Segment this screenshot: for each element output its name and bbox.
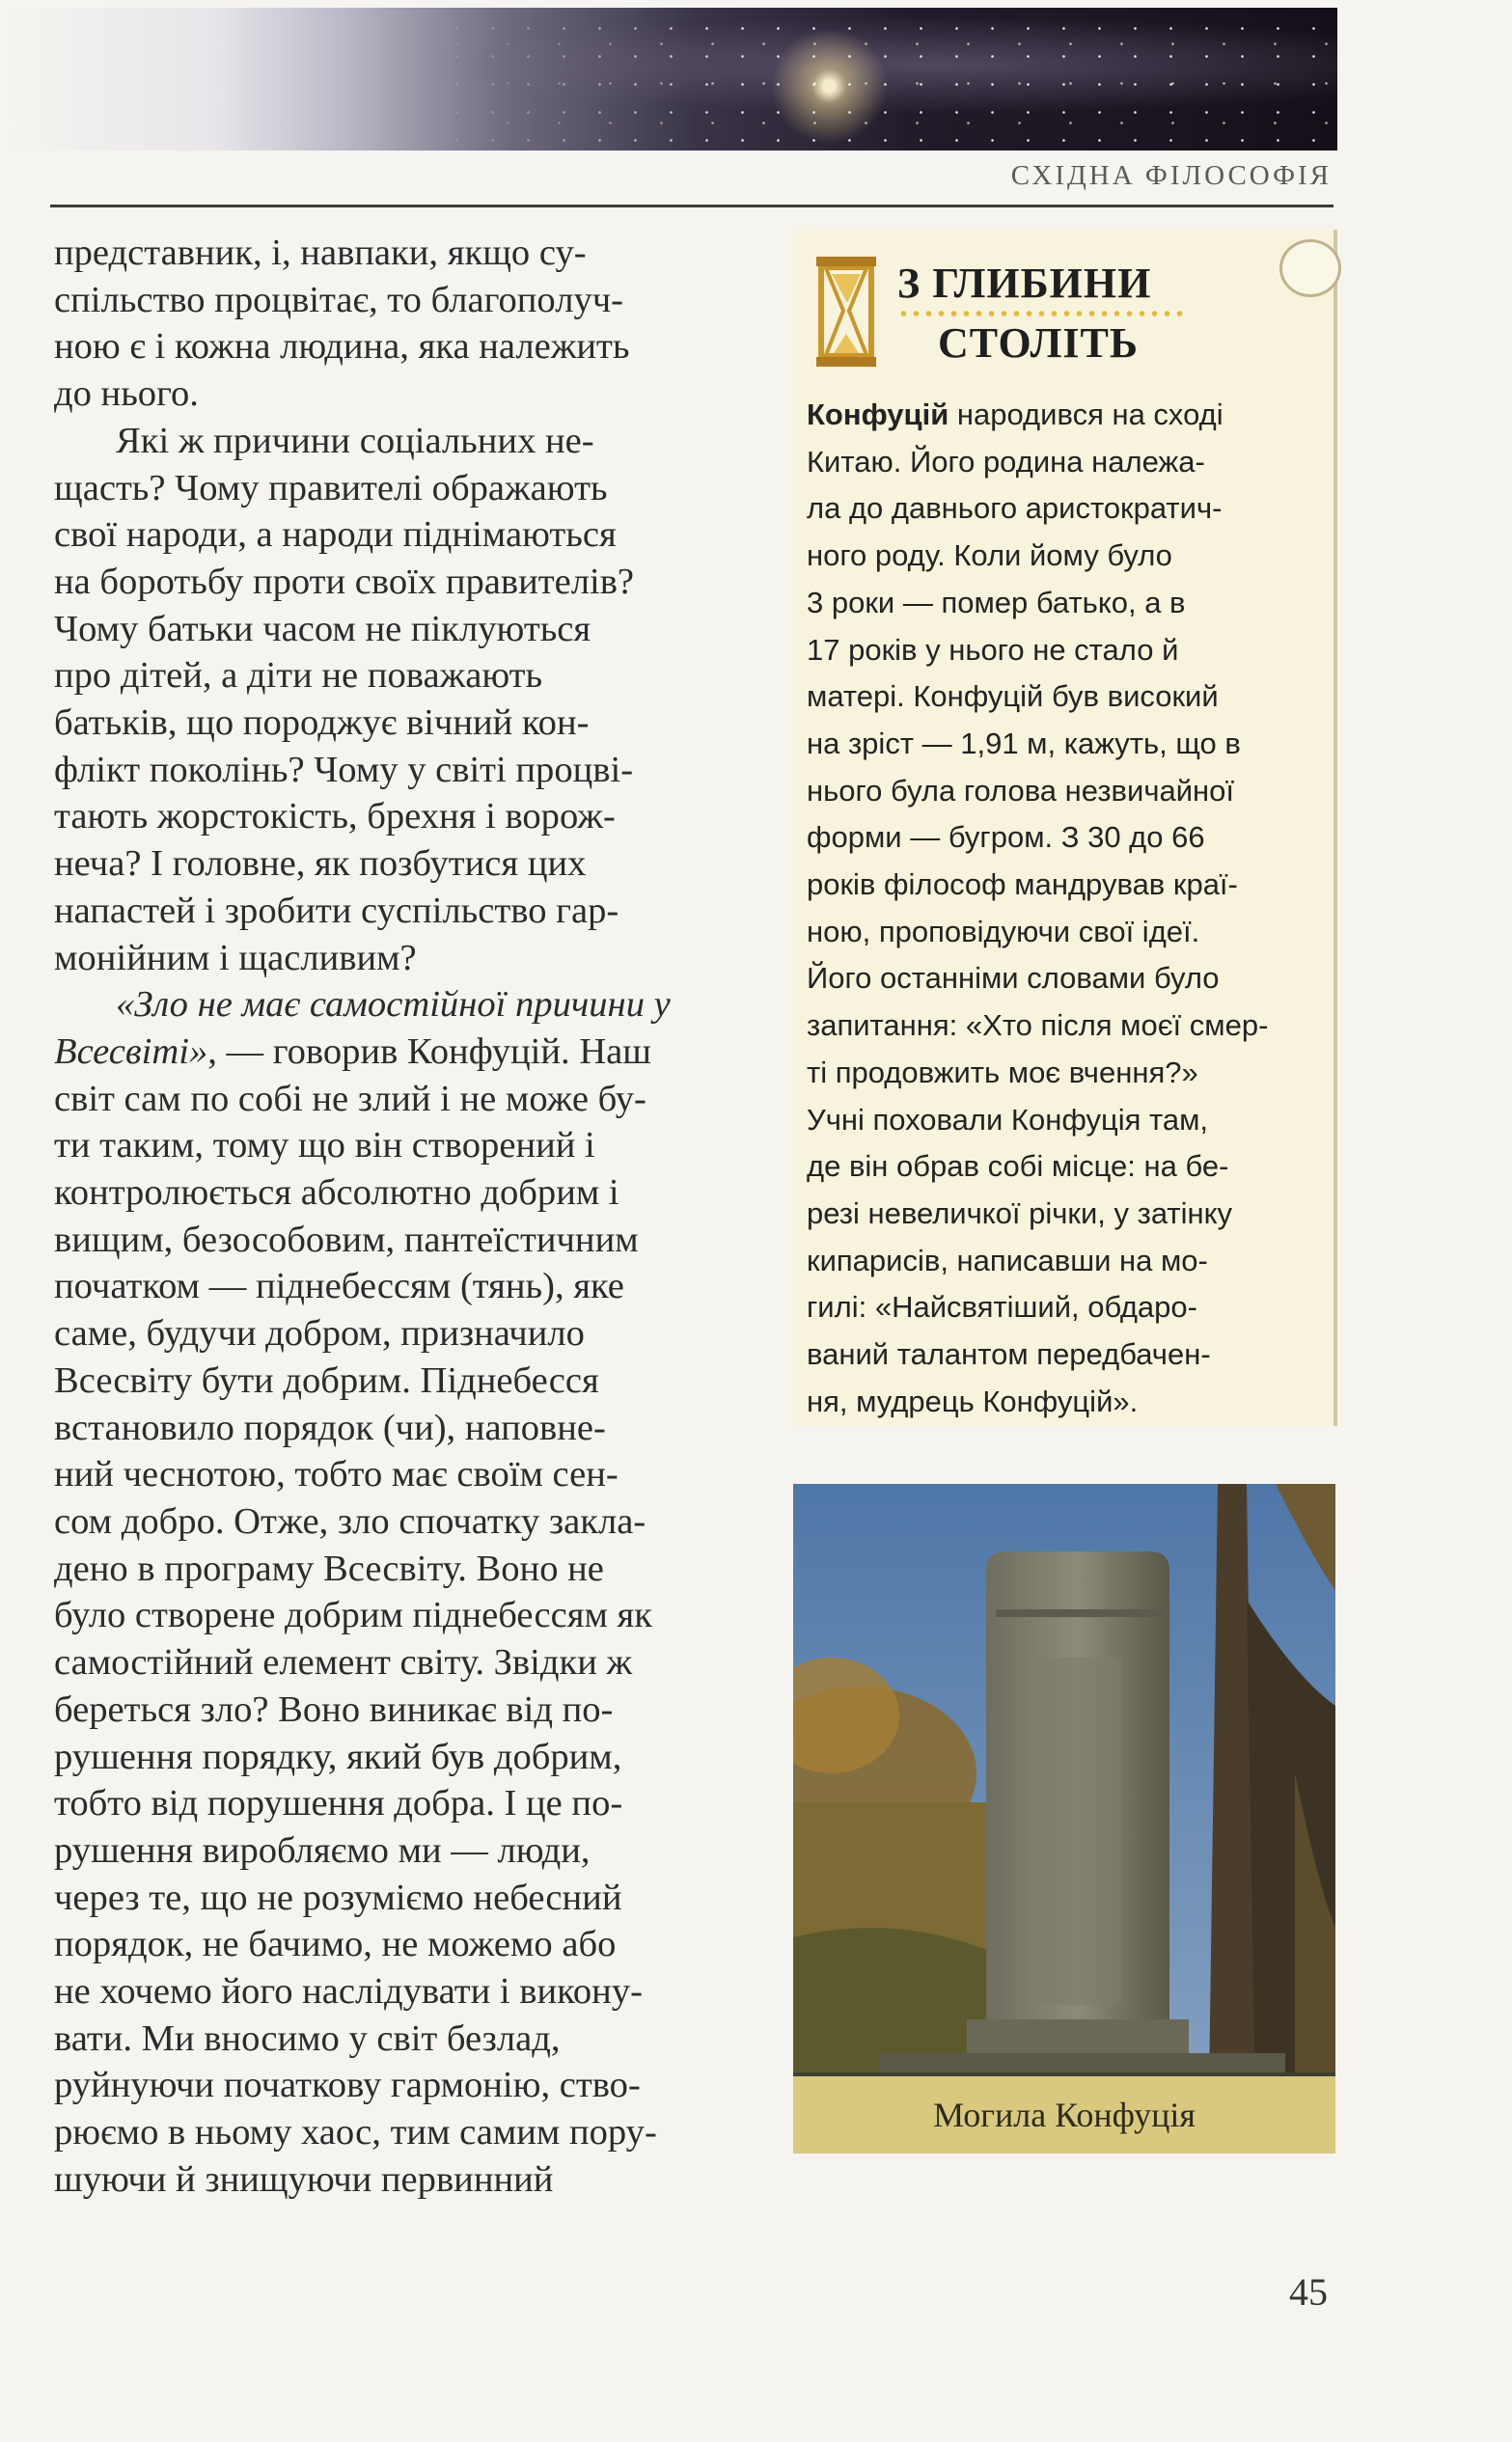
line-19: світ сам по собі не злий і не може бу-: [54, 1078, 646, 1119]
line-20: ти таким, тому що він створений і: [54, 1125, 595, 1166]
text-line: [54, 1546, 763, 1593]
line-32: береться зло? Воно виникає від по-: [54, 1688, 614, 1730]
sidebar-line: років філософ мандрував краї-: [807, 867, 1238, 902]
line-37: порядок, не бачимо, не можемо або: [54, 1924, 617, 1965]
line-21: контролюється абсолютно добрим і: [54, 1172, 619, 1214]
photo-caption: Могила Конфуція: [793, 2076, 1335, 2154]
text-line: [54, 2109, 763, 2156]
line-2: спільство процвітає, то благополуч-: [54, 279, 623, 320]
line-4: до нього.: [54, 373, 199, 415]
text-line: [54, 1968, 763, 2016]
sidebar-line-1: народився на сході: [948, 398, 1223, 431]
line-41: рюємо в ньому хаос, тим самим пору-: [54, 2112, 657, 2154]
sidebar-line: резі невеличкої річки, у затінку: [807, 1195, 1233, 1230]
sidebar-line: нього була голова незвичайної: [807, 773, 1235, 808]
main-text-column: [54, 230, 763, 2204]
line-40: руйнуючи початкову гармонію, ство-: [54, 2065, 641, 2106]
text-line: [54, 418, 763, 465]
hourglass-icon: [812, 255, 880, 369]
sidebar-text: [807, 392, 1316, 1425]
line-33: рушення порядку, який був добрим,: [54, 1736, 622, 1777]
sidebar-line: ня, мудрець Конфуцій».: [807, 1384, 1139, 1418]
text-line: [54, 465, 763, 512]
line-8: на боротьбу проти своїх правителів?: [54, 561, 635, 602]
line-42: шуючи й знищуючи первинний: [54, 2158, 554, 2200]
line-35: рушення виробляємо ми — люди,: [54, 1829, 591, 1871]
line-36: через те, що не розуміємо небесний: [54, 1877, 622, 1918]
line-16: монійним і щасливим?: [54, 937, 417, 978]
text-line: [54, 747, 763, 794]
text-line: [54, 1921, 763, 1968]
line-5: Які ж причини соціальних не-: [116, 420, 594, 461]
text-line: [54, 888, 763, 935]
text-line: [54, 981, 763, 1029]
text-line: [54, 1827, 763, 1875]
line-14: неча? І головне, як позбутися цих: [54, 843, 587, 885]
text-line: [54, 1263, 763, 1310]
line-10: про дітей, а діти не поважають: [54, 655, 543, 697]
text-line: [54, 1122, 763, 1169]
sidebar-line: [807, 392, 1316, 439]
text-line: [54, 2062, 763, 2109]
text-line: [54, 1217, 763, 1264]
line-30: було створене добрим піднебессям як: [54, 1595, 653, 1636]
line-6: щасть? Чому правителі ображають: [54, 467, 608, 508]
text-line: [54, 1076, 763, 1123]
line-24: саме, будучи добром, призначило: [54, 1313, 585, 1355]
section-title: СХІДНА ФІЛОСОФІЯ: [1010, 160, 1332, 191]
text-line: [54, 2156, 763, 2204]
line-25: Всесвіту бути добрим. Піднебесся: [54, 1359, 599, 1401]
sidebar-line: Китаю. Його родина належа-: [807, 444, 1205, 479]
sidebar-line: Його останніми словами було: [807, 961, 1220, 996]
line-15: напастей і зробити суспільство гар-: [54, 890, 619, 931]
text-line: [54, 1405, 763, 1452]
text-line: [54, 370, 763, 418]
line-28: сом добро. Отже, зло спочатку закла-: [54, 1500, 646, 1542]
tomb-illustration: [793, 1484, 1335, 2154]
text-line: [54, 1639, 763, 1687]
line-39: вати. Ми вносимо у світ безлад,: [54, 2017, 561, 2059]
line-31: самостійний елемент світу. Звідки ж: [54, 1642, 633, 1684]
quote-line-1: «Зло не має самостійної причини у: [116, 984, 671, 1026]
line-23: початком — піднебессям (тянь), яке: [54, 1266, 624, 1307]
text-line: [54, 511, 763, 559]
line-12: флікт поколінь? Чому у світі процві-: [54, 749, 634, 790]
text-line: [54, 840, 763, 888]
line-22: вищим, безособовим, пантеїстичним: [54, 1219, 639, 1260]
text-line: [54, 700, 763, 747]
line-26: встановило порядок (чи), наповне-: [54, 1407, 606, 1448]
sidebar-line: Учні поховали Конфуція там,: [807, 1102, 1209, 1137]
line-34: тобто від порушення добра. І це по-: [54, 1783, 623, 1825]
text-line: [54, 1358, 763, 1405]
sidebar-line: де він обрав собі місце: на бе-: [807, 1149, 1229, 1184]
line-38: не хочемо його наслідувати і викону-: [54, 1971, 643, 2013]
text-line: [54, 793, 763, 840]
sidebar-line: ла до давнього аристократич-: [807, 491, 1223, 526]
line-29: дено в програму Всесвіту. Воно не: [54, 1548, 604, 1589]
page-number: 45: [1289, 2270, 1328, 2314]
line-7: свої народи, а народи піднімаються: [54, 514, 617, 556]
header-banner-image: [0, 8, 1337, 151]
sidebar-box: [793, 230, 1337, 1426]
sidebar-line: матері. Конфуцій був високий: [807, 679, 1219, 714]
sidebar-line: ті продовжить моє вчення?»: [807, 1055, 1198, 1089]
text-line: [54, 323, 763, 370]
text-line: [54, 1451, 763, 1498]
line-11: батьків, що породжує вічний кон-: [54, 702, 590, 744]
quote-line-2: Всесвіті»: [54, 1030, 208, 1072]
line-9: Чому батьки часом не піклуються: [54, 608, 591, 649]
text-line: [54, 2016, 763, 2063]
sidebar-line: форми — бугром. З 30 до 66: [807, 820, 1205, 855]
sidebar-title-dots: [897, 311, 1185, 316]
photo-figure: [793, 1484, 1335, 2154]
line-13: тають жорстокість, брехня і ворож-: [54, 796, 616, 837]
sidebar-line: кипарисів, написавши на мо-: [807, 1243, 1208, 1277]
text-line: [54, 652, 763, 700]
sidebar-title-line-2: СТОЛІТЬ: [938, 319, 1139, 367]
text-line: [54, 230, 763, 277]
text-line: [54, 1687, 763, 1734]
text-line: [54, 277, 763, 324]
sidebar-title-line-1: З ГЛИБИНИ: [897, 260, 1152, 307]
sidebar-line: на зріст — 1,91 м, кажуть, що в: [807, 726, 1241, 760]
sidebar-line: запитання: «Хто після моєї смер-: [807, 1008, 1269, 1043]
text-line: [54, 1875, 763, 1922]
line-27: ний чеснотою, тобто має своїм сен-: [54, 1454, 619, 1495]
sidebar-line: ною, проповідуючи свої ідеї.: [807, 914, 1200, 948]
text-line: [54, 606, 763, 653]
tomb-photo: [793, 1484, 1335, 2154]
sidebar-line: гилі: «Найсвятіший, обдаро-: [807, 1290, 1197, 1325]
sidebar-line: ваний талантом передбачен-: [807, 1337, 1211, 1372]
text-line: [54, 1310, 763, 1358]
scroll-curl-decoration: [1279, 239, 1341, 297]
text-line: [54, 559, 763, 606]
text-line: [54, 1592, 763, 1639]
line-1: представник, і, навпаки, якщо су-: [54, 233, 587, 273]
text-line: [54, 935, 763, 982]
sidebar-line: 3 роки — помер батько, а в: [807, 585, 1186, 619]
text-line: [54, 1780, 763, 1827]
sidebar-line: ного роду. Коли йому було: [807, 538, 1172, 573]
sidebar-lead-bold: Конфуцій: [807, 398, 949, 431]
sidebar-line: 17 років у нього не стало й: [807, 632, 1179, 667]
text-line: [54, 1498, 763, 1546]
header-rule: [50, 205, 1333, 207]
after-quote: , — говорив Конфуцій. Наш: [207, 1030, 652, 1072]
line-3: ною є і кожна людина, яка належить: [54, 326, 630, 368]
text-line: [54, 1029, 763, 1076]
text-line: [54, 1734, 763, 1781]
text-line: [54, 1169, 763, 1217]
